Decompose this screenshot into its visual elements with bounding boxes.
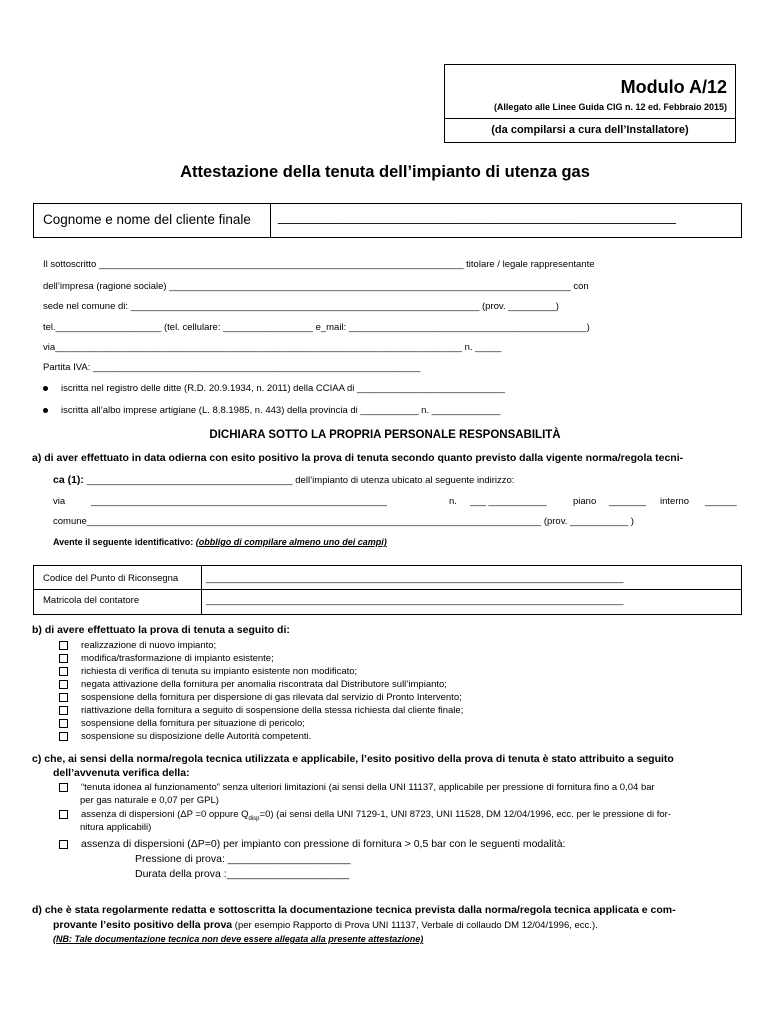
verification-option-2-cont: nitura applicabili) — [80, 822, 152, 833]
plant-number-label: n. — [449, 496, 457, 507]
page-title: Attestazione della tenuta dell’impianto di utenza gas — [180, 163, 590, 181]
plant-via-label: via — [53, 496, 66, 507]
checkbox-icon[interactable] — [59, 732, 68, 741]
identifier-note: Avente il seguente identificativo: (obbligo di compilare almeno uno dei campi) — [53, 537, 387, 547]
form-note: (da compilarsi a cura dell’Installatore) — [491, 124, 689, 136]
form-code: Modulo A/12 — [620, 77, 727, 97]
client-name-label: Cognome e nome del cliente finale — [43, 212, 251, 227]
reason-option[interactable]: sospensione della fornitura per dispersione di gas rilevata dal servizio di Pronto Intervento; — [59, 692, 462, 703]
cciaa-registration-line[interactable]: iscritta nel registro delle ditte (R.D. 20.9.1934, n. 2011) della CCIAA di ____________________________ — [43, 383, 505, 394]
reason-option[interactable]: realizzazione di nuovo impianto; — [59, 640, 216, 651]
checkbox-icon[interactable] — [59, 680, 68, 689]
identifiers-table — [33, 565, 742, 615]
form-header-box — [444, 64, 736, 143]
company-name-line[interactable]: dell’impresa (ragione sociale) ____________________________________________________________________________ con — [43, 281, 589, 292]
vat-number-line[interactable]: Partita IVA: ______________________________________________________________ — [43, 362, 421, 373]
checkbox-icon[interactable] — [59, 840, 68, 849]
reason-option[interactable]: riattivazione della fornitura a seguito di sospensione della stessa richiesta dal cliente finale; — [59, 705, 463, 716]
client-name-field[interactable]: _____________________________________________________ — [278, 209, 676, 224]
artisan-register-line[interactable]: iscritta all’albo imprese artigiane (L. 8.8.1985, n. 443) della provincia di ___________ n. _____________ — [43, 405, 500, 416]
plant-floor-field[interactable]: _______ — [609, 496, 646, 507]
checkbox-icon[interactable] — [59, 693, 68, 702]
section-b-title: b) di avere effettuato la prova di tenuta a seguito di: — [32, 624, 290, 636]
pdr-field[interactable]: _______________________________________________________________________________ — [206, 573, 624, 584]
plant-interior-field[interactable]: ______ — [705, 496, 737, 507]
checkbox-icon[interactable] — [59, 783, 68, 792]
plant-interior-label: interno — [660, 496, 690, 507]
pdr-label: Codice del Punto di Riconsegna — [43, 573, 179, 584]
installer-name-line[interactable]: Il sottoscritto _____________________________________________________________________ titolare / legale rappresentante — [43, 259, 595, 270]
company-contacts-line[interactable]: tel.____________________ (tel. cellulare: _________________ e_mail: _____________________________________________) — [43, 322, 590, 333]
plant-number-field[interactable]: ___ ___________ — [470, 496, 547, 507]
checkbox-icon[interactable] — [59, 810, 68, 819]
section-a-ca-line[interactable]: ca (1): _______________________________________ dell’impianto di utenza ubicato al seguente indirizzo: — [53, 474, 515, 486]
bullet-icon — [43, 408, 48, 413]
section-d-cont: provante l’esito positivo della prova (per esempio Rapporto di Prova UNI 11137, Verbale di collaudo DM 12/04/1996, ecc.). — [53, 919, 598, 931]
section-c-title: c) che, ai sensi della norma/regola tecnica utilizzata e applicabile, l’esito positivo della prova di tenuta è stato attribuito a seguito — [32, 753, 674, 765]
plant-municipality-line[interactable]: comune______________________________________________________________________________________ (prov. ___________ ) — [53, 516, 634, 527]
checkbox-icon[interactable] — [59, 641, 68, 650]
form-subtitle: (Allegato alle Linee Guida CIG n. 12 ed. Febbraio 2015) — [493, 102, 727, 112]
verification-option-1-cont: per gas naturale e 0,07 per GPL) — [80, 795, 219, 806]
meter-serial-field[interactable]: _______________________________________________________________________________ — [206, 595, 624, 606]
test-duration-field[interactable]: Durata della prova :_____________________ — [135, 868, 350, 880]
meter-serial-label: Matricola del contatore — [43, 595, 140, 606]
reason-option[interactable]: richiesta di verifica di tenuta su impianto esistente non modificato; — [59, 666, 357, 677]
reason-option[interactable]: sospensione su disposizione delle Autorità competenti. — [59, 731, 311, 742]
test-pressure-field[interactable]: Pressione di prova: _____________________ — [135, 853, 351, 865]
verification-option-2[interactable]: assenza di dispersioni (ΔP =0 oppure $Q_{disp}=0$) (ai sensi della UNI 7129-1, UNI 8723, UNI 11528, DM 12/04/1996, ecc. per le pressione di for- — [59, 809, 671, 822]
plant-via-field[interactable]: ________________________________________________________ — [91, 496, 387, 507]
reason-option[interactable]: modifica/trasformazione di impianto esistente; — [59, 653, 274, 664]
section-d-note: (NB: Tale documentazione tecnica non deve essere allegata alla presente attestazione) — [53, 934, 424, 944]
checkbox-icon[interactable] — [59, 667, 68, 676]
declaration-title: DICHIARA SOTTO LA PROPRIA PERSONALE RESPONSABILITÀ — [209, 429, 561, 441]
checkbox-icon[interactable] — [59, 706, 68, 715]
checkbox-icon[interactable] — [59, 654, 68, 663]
reason-option[interactable]: negata attivazione della fornitura per anomalia riscontrata dal Distributore sull’impianto; — [59, 679, 447, 690]
plant-floor-label: piano — [573, 496, 597, 507]
checkbox-icon[interactable] — [59, 719, 68, 728]
bullet-icon — [43, 386, 48, 391]
verification-option-1[interactable]: “tenuta idonea al funzionamento” senza ulteriori limitazioni (ai sensi della UNI 11137, applicabile per pressione di fornitura fino a 0,04 bar — [59, 782, 655, 793]
section-a-intro: a) di aver effettuato in data odierna con esito positivo la prova di tenuta secondo quanto previsto dalla vigente norma/regola tecni- — [32, 452, 684, 464]
section-d-title: d) che è stata regolarmente redatta e sottoscritta la documentazione tecnica prevista dalla norma/regola tecnica applicata e com- — [32, 904, 676, 916]
section-c-title-cont: dell’avvenuta verifica della: — [53, 767, 190, 779]
company-address-line[interactable]: via_____________________________________________________________________________ n. _____ — [43, 342, 502, 353]
company-seat-line[interactable]: sede nel comune di: __________________________________________________________________ (prov. _________) — [43, 301, 559, 312]
verification-option-3[interactable]: assenza di dispersioni (ΔP=0) per impianto con pressione di fornitura > 0,5 bar con le seguenti modalità: — [59, 838, 565, 850]
client-name-box — [33, 203, 742, 238]
reason-option[interactable]: sospensione della fornitura per situazione di pericolo; — [59, 718, 305, 729]
